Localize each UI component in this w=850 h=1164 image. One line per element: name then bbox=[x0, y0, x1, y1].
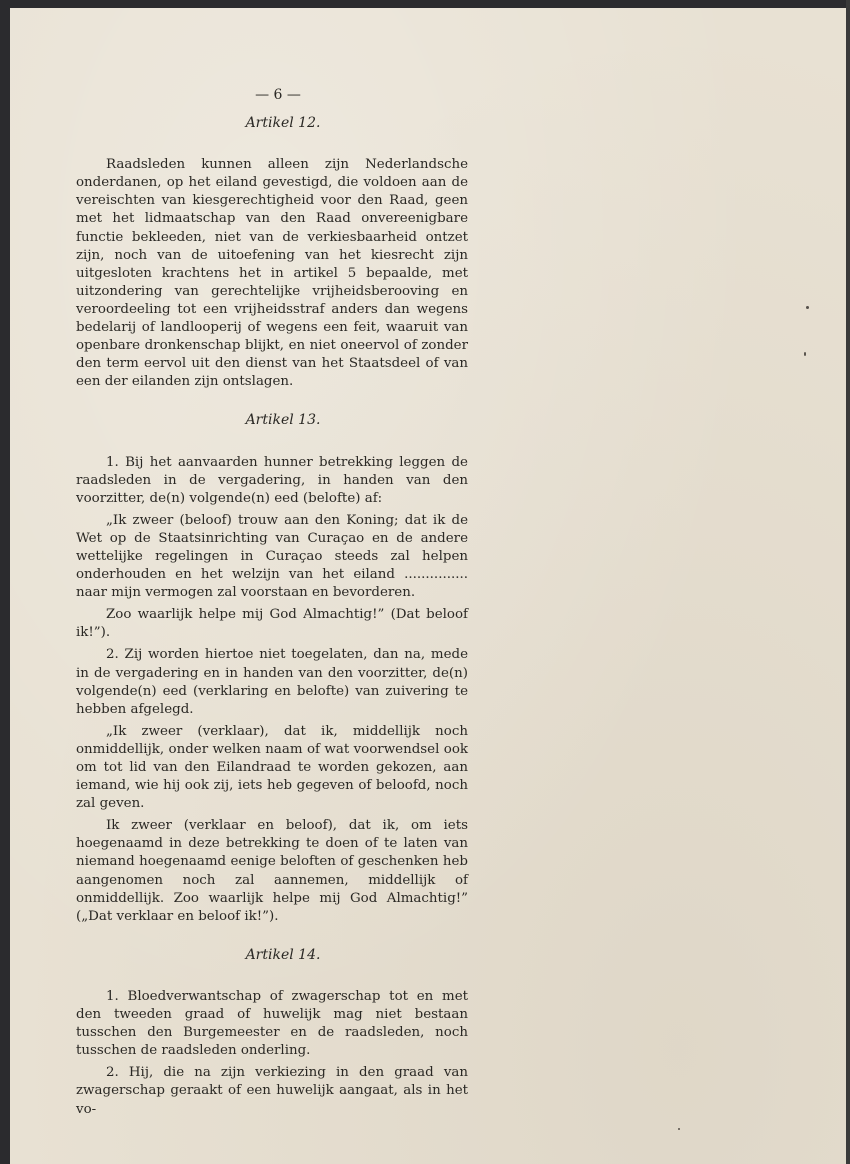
page-edge-shadow bbox=[846, 0, 850, 1164]
article-14-heading: Artikel 14. bbox=[245, 946, 321, 963]
paper-speck bbox=[806, 306, 809, 309]
document-body bbox=[76, 86, 468, 1123]
article-14-paragraph-1: 1. Bloedverwantschap of zwagerschap tot en met den tweeden graad of huwelijk mag niet bestaan tusschen den Burgemeester en de raadsleden, noch tusschen de raadsleden onderling. bbox=[76, 988, 468, 1059]
article-13-oath-text: „Ik zweer (beloof) trouw aan den Koning; dat ik de Wet op de Staatsinrichting van Curaçao en de andere wettelijke regelingen in Curaçao steeds zal helpen onderhouden en het welzijn van het eiland ............... naar mijn vermogen zal voorstaan en bevorderen. bbox=[76, 512, 468, 601]
paper-speck bbox=[804, 352, 806, 356]
article-12-heading: Artikel 12. bbox=[245, 115, 321, 132]
paper-speck bbox=[678, 1128, 680, 1130]
article-13-heading: Artikel 13. bbox=[245, 412, 321, 429]
article-13-purification-oath-2: Ik zweer (verklaar en beloof), dat ik, om iets hoegenaamd in deze betrekking te doen of te laten van niemand hoegenaamd eenige beloften of geschenken heb aangenomen noch zal aannemen, middellijk of onmiddellijk. Zoo waarlijk helpe mij God Almachtig!” („Dat verklaar en beloof ik!”). bbox=[76, 818, 468, 924]
page-number: — 6 — bbox=[255, 87, 301, 103]
article-13-purification-oath: „Ik zweer (verklaar), dat ik, middellijk noch onmiddellijk, onder welken naam of wat voorwendsel ook om tot lid van den Eilandraad te worden gekozen, aan iemand, wie hij ook zij, iets heb gegeven of beloofd, noch zal geven. bbox=[76, 723, 468, 812]
article-13-paragraph-2: 2. Zij worden hiertoe niet toegelaten, dan na, mede in de vergadering en in handen van den voorzitter, de(n) volgende(n) eed (verklaring en belofte) van zuivering te hebben afgelegd. bbox=[76, 647, 468, 717]
article-14-paragraph-2: 2. Hij, die na zijn verkiezing in den graad van zwagerschap geraakt of een huwelijk aangaat, als in het vo- bbox=[76, 1065, 468, 1117]
article-13-oath-closing: Zoo waarlijk helpe mij God Almachtig!” (Dat beloof ik!”). bbox=[76, 607, 468, 641]
article-13-paragraph-1: 1. Bij het aanvaarden hunner betrekking leggen de raadsleden in de vergadering, in handen van den voorzitter, de(n) volgende(n) eed (belofte) af: bbox=[76, 454, 468, 506]
article-12-paragraph: Raadsleden kunnen alleen zijn Nederlandsche onderdanen, op het eiland gevestigd, die voldoen aan de vereischten van kiesgerechtigheid voor den Raad, geen met het lidmaatschap van den Raad onvereenigbare functie bekleeden, niet van de verkiesbaarheid ontzet zijn, noch van de uitoefening van het kiesrecht zijn uitgesloten krachtens het in artikel 5 bepaalde, met uitzondering van gerechtelijke vrijheidsberooving en veroordeeling tot een vrijheidsstraf anders dan wegens bedelarij of landlooperij of wegens een feit, waaruit van openbare dronkenschap blijkt, en niet oneervol of zonder den term eervol uit den dienst van het Staatsdeel of van een der eilanden zijn ontslagen. bbox=[76, 157, 468, 390]
